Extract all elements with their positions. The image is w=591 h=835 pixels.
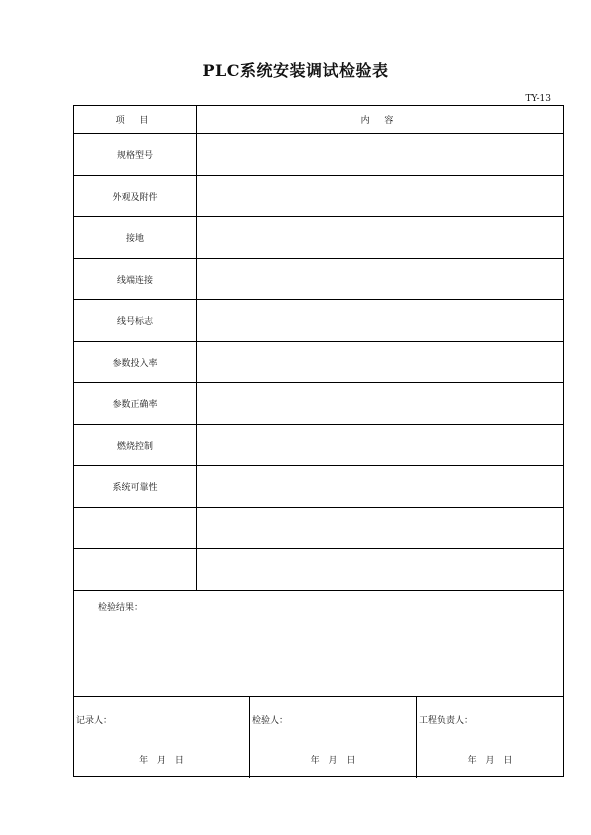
table-row	[74, 133, 563, 175]
table-row	[74, 424, 563, 465]
row-content-field[interactable]	[197, 425, 563, 465]
recorder-date: 年 月 日	[139, 756, 184, 766]
row-content-field[interactable]	[197, 134, 563, 175]
row-content-field[interactable]	[197, 259, 563, 299]
form-title: PLC系统安装调试检验表	[202, 61, 389, 80]
row-item-label: 线端连接	[74, 259, 197, 299]
row-item-label: 接地	[74, 217, 197, 258]
project-manager-date: 年 月 日	[467, 756, 513, 766]
row-content-field[interactable]	[197, 466, 563, 507]
inspector-cell[interactable]	[250, 697, 417, 778]
row-item-label[interactable]	[74, 508, 197, 548]
inspector-label: 检验人：	[252, 716, 289, 726]
row-content-field[interactable]	[197, 549, 563, 590]
row-content-field[interactable]	[197, 342, 563, 382]
row-item-label: 燃烧控制	[74, 425, 197, 465]
row-content-field[interactable]	[197, 217, 563, 258]
table-row	[74, 258, 563, 299]
inspector-date: 年 月 日	[310, 756, 356, 766]
table-row	[74, 299, 563, 341]
table-row	[74, 216, 563, 258]
result-section[interactable]	[74, 590, 563, 696]
table-row	[74, 341, 563, 382]
result-label: 检验结果：	[98, 603, 144, 613]
table-row	[74, 175, 563, 216]
recorder-cell[interactable]	[74, 697, 250, 778]
row-content-field[interactable]	[197, 300, 563, 341]
table-row	[74, 465, 563, 507]
project-manager-label: 工程负责人：	[419, 716, 474, 726]
row-item-label: 系统可靠性	[74, 466, 197, 507]
inspection-table	[73, 105, 564, 777]
row-content-field[interactable]	[197, 508, 563, 548]
recorder-label: 记录人：	[76, 716, 113, 726]
row-item-label: 参数正确率	[74, 383, 197, 424]
row-item-label: 规格型号	[74, 134, 197, 175]
row-content-field[interactable]	[197, 383, 563, 424]
row-item-label: 线号标志	[74, 300, 197, 341]
form-code: TY-13	[525, 94, 551, 104]
row-item-label: 参数投入率	[74, 342, 197, 382]
signature-row	[74, 696, 563, 778]
table-header	[74, 106, 563, 133]
row-content-field[interactable]	[197, 176, 563, 216]
row-item-label: 外观及附件	[74, 176, 197, 216]
table-row	[74, 382, 563, 424]
table-row	[74, 548, 563, 590]
project-manager-cell[interactable]	[417, 697, 563, 778]
header-content: 内 容	[360, 116, 400, 126]
row-item-label[interactable]	[74, 549, 197, 590]
header-item: 项 目	[74, 106, 197, 133]
table-row	[74, 507, 563, 548]
